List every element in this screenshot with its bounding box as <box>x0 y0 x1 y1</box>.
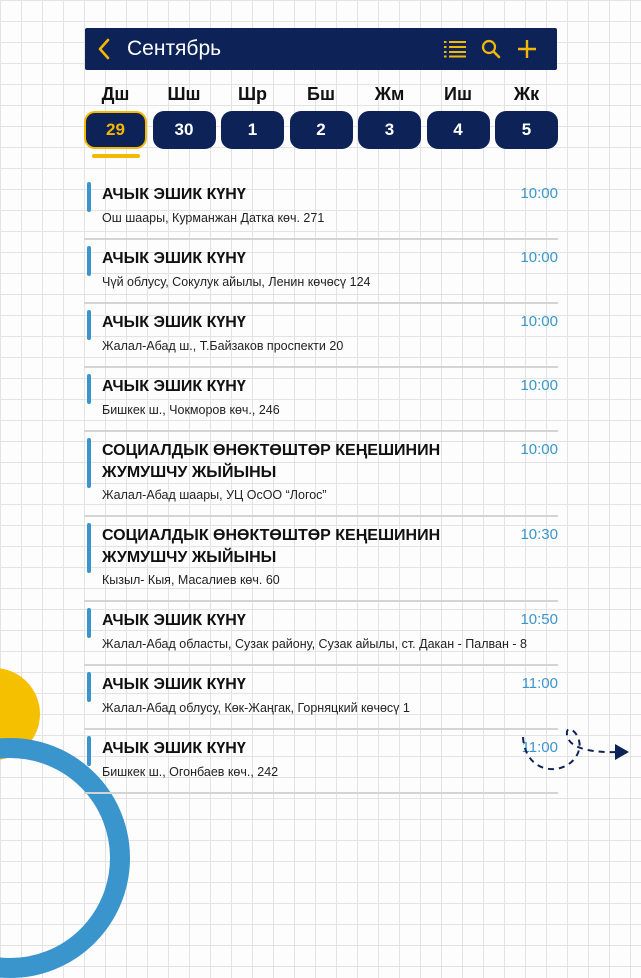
chevron-left-icon <box>97 38 111 60</box>
event-color-bar <box>87 438 91 488</box>
event-item[interactable] <box>84 666 558 730</box>
event-title: АЧЫК ЭШИК КҮНҮ <box>102 612 246 629</box>
event-item[interactable] <box>84 304 558 368</box>
event-address: Жалал-Абад шаары, УЦ ОсОО “Логос” <box>102 488 327 502</box>
event-item[interactable] <box>84 432 558 517</box>
month-title: Сентябрь <box>127 37 222 60</box>
event-title: АЧЫК ЭШИК КҮНҮ <box>102 740 246 757</box>
day-name: Шр <box>237 84 268 104</box>
list-view-button[interactable] <box>437 31 473 67</box>
list-icon <box>444 40 466 58</box>
event-title: АЧЫК ЭШИК КҮНҮ <box>102 378 246 395</box>
event-address: Кызыл- Кыя, Масалиев көч. 60 <box>102 573 280 587</box>
event-time: 10:30 <box>520 526 558 543</box>
event-address: Бишкек ш., Огонбаев көч., 242 <box>102 765 279 779</box>
event-address: Жалал-Абад облусу, Көк-Жаңгак, Горняцкий көчөсү 1 <box>102 701 410 715</box>
event-address: Бишкек ш., Чокморов көч., 246 <box>102 403 280 417</box>
event-color-bar <box>87 310 91 340</box>
search-button[interactable] <box>473 31 509 67</box>
day-name: Иш <box>444 84 472 104</box>
event-color-bar <box>87 246 91 276</box>
event-address: Ош шаары, Курманжан Датка көч. 271 <box>102 211 325 225</box>
event-address: Чүй облусу, Сокулук айылы, Ленин көчөсү 124 <box>102 275 371 289</box>
day-button[interactable]: 4 <box>427 111 490 149</box>
day-button[interactable]: 5 <box>495 111 558 149</box>
day-button[interactable]: 3 <box>358 111 421 149</box>
event-item[interactable] <box>84 368 558 432</box>
event-title: СОЦИАЛДЫК ӨНӨКТӨШТӨР КЕҢЕШИНИН ЖУМУШЧУ ЖЫЙЫНЫ <box>102 527 441 566</box>
event-color-bar <box>87 374 91 404</box>
event-time: 10:00 <box>520 441 558 458</box>
event-title: АЧЫК ЭШИК КҮНҮ <box>102 676 246 693</box>
search-icon <box>481 39 501 59</box>
dashed-arrow-decoration <box>515 715 635 795</box>
plus-icon <box>517 39 537 59</box>
event-time: 10:00 <box>520 377 558 394</box>
event-time: 10:00 <box>520 185 558 202</box>
event-time: 10:00 <box>520 249 558 266</box>
day-name: Жм <box>374 84 405 104</box>
event-time: 11:00 <box>521 675 558 692</box>
week-strip <box>84 84 558 149</box>
event-item[interactable] <box>84 602 558 666</box>
day-button[interactable]: 1 <box>221 111 284 149</box>
selected-day-indicator <box>92 154 140 158</box>
add-button[interactable] <box>509 31 545 67</box>
event-title: АЧЫК ЭШИК КҮНҮ <box>102 186 246 203</box>
day-button[interactable]: 29 <box>84 111 147 149</box>
event-time: 10:50 <box>520 611 558 628</box>
event-color-bar <box>87 672 91 702</box>
event-item[interactable] <box>84 176 558 240</box>
event-item[interactable] <box>84 730 558 794</box>
event-title: АЧЫК ЭШИК КҮНҮ <box>102 250 246 267</box>
event-address: Жалал-Абад ш., Т.Байзаков проспекти 20 <box>102 339 344 353</box>
event-title: СОЦИАЛДЫК ӨНӨКТӨШТӨР КЕҢЕШИНИН ЖУМУШЧУ ЖЫЙЫНЫ <box>102 442 441 481</box>
event-list <box>84 176 558 794</box>
day-button[interactable]: 2 <box>290 111 353 149</box>
back-button[interactable] <box>97 35 119 63</box>
day-name: Бш <box>307 84 335 104</box>
event-color-bar <box>87 523 91 573</box>
day-name: Дш <box>101 84 130 104</box>
event-color-bar <box>87 608 91 638</box>
event-item[interactable] <box>84 240 558 304</box>
day-name: Шш <box>167 84 201 104</box>
app-header <box>85 28 557 70</box>
event-time: 10:00 <box>520 313 558 330</box>
event-color-bar <box>87 736 91 766</box>
event-time: 11:00 <box>521 739 558 756</box>
day-name: Жк <box>513 84 540 104</box>
event-title: АЧЫК ЭШИК КҮНҮ <box>102 314 246 331</box>
day-button[interactable]: 30 <box>153 111 216 149</box>
event-color-bar <box>87 182 91 212</box>
event-item[interactable] <box>84 517 558 602</box>
event-address: Жалал-Абад областы, Сузак району, Сузак айылы, ст. Дакан - Палван - 8 <box>102 637 527 651</box>
